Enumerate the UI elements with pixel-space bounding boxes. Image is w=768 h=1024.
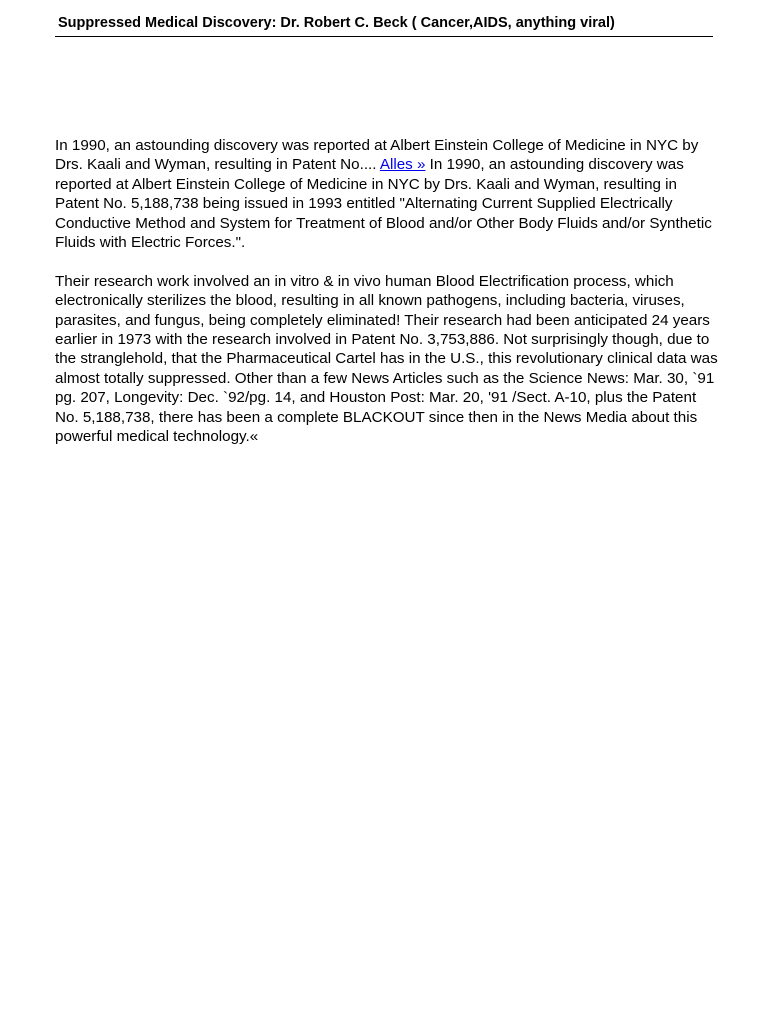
read-more-link[interactable]: Alles » [379,156,426,174]
paragraph-1-rest: In 1990, an astounding discovery was reported at Albert Einstein College of Medicine in NYC by Drs. Kaali and Wyman, resulting in Patent No. 5,188,738 being issued in 1993 entitled "Alternating Current Supplied Electrically Conductive Method and System for Treatment of Blood and/or Other Body Fluids and/or Synthetic Fluids with Electric Forces.". [55,156,712,252]
article-paragraph-1 [55,136,719,252]
page-title: Suppressed Medical Discovery: Dr. Robert C. Beck ( Cancer,AIDS, anything viral) [58,15,615,31]
article-paragraph-2: Their research work involved an in vitro & in vivo human Blood Electrification process, which electronically sterilizes the blood, resulting in all known pathogens, including bacteria, viruses, parasites, and fungus, being completely eliminated! Their research had been anticipated 24 years earlier in 1973 with the research involved in Patent No. 3,753,886. Not surprisingly though, due to the stranglehold, that the Pharmaceutical Cartel has in the U.S., this revolutionary clinical data was almost totally suppressed. Other than a few News Articles such as the Science News: Mar. 30, `91 pg. 207, Longevity: Dec. `92/pg. 14, and Houston Post: Mar. 20, '91 /Sect. A-10, plus the Patent No. 5,188,738, there has been a complete BLACKOUT since then in the News Media about this powerful medical technology.« [55,272,718,446]
paragraph-1-intro: In 1990, an astounding discovery was reported at Albert Einstein College of Medicine in NYC by Drs. Kaali and Wyman, resulting in Patent No.... [55,137,699,174]
article-body [55,136,719,446]
page-header [55,14,713,37]
